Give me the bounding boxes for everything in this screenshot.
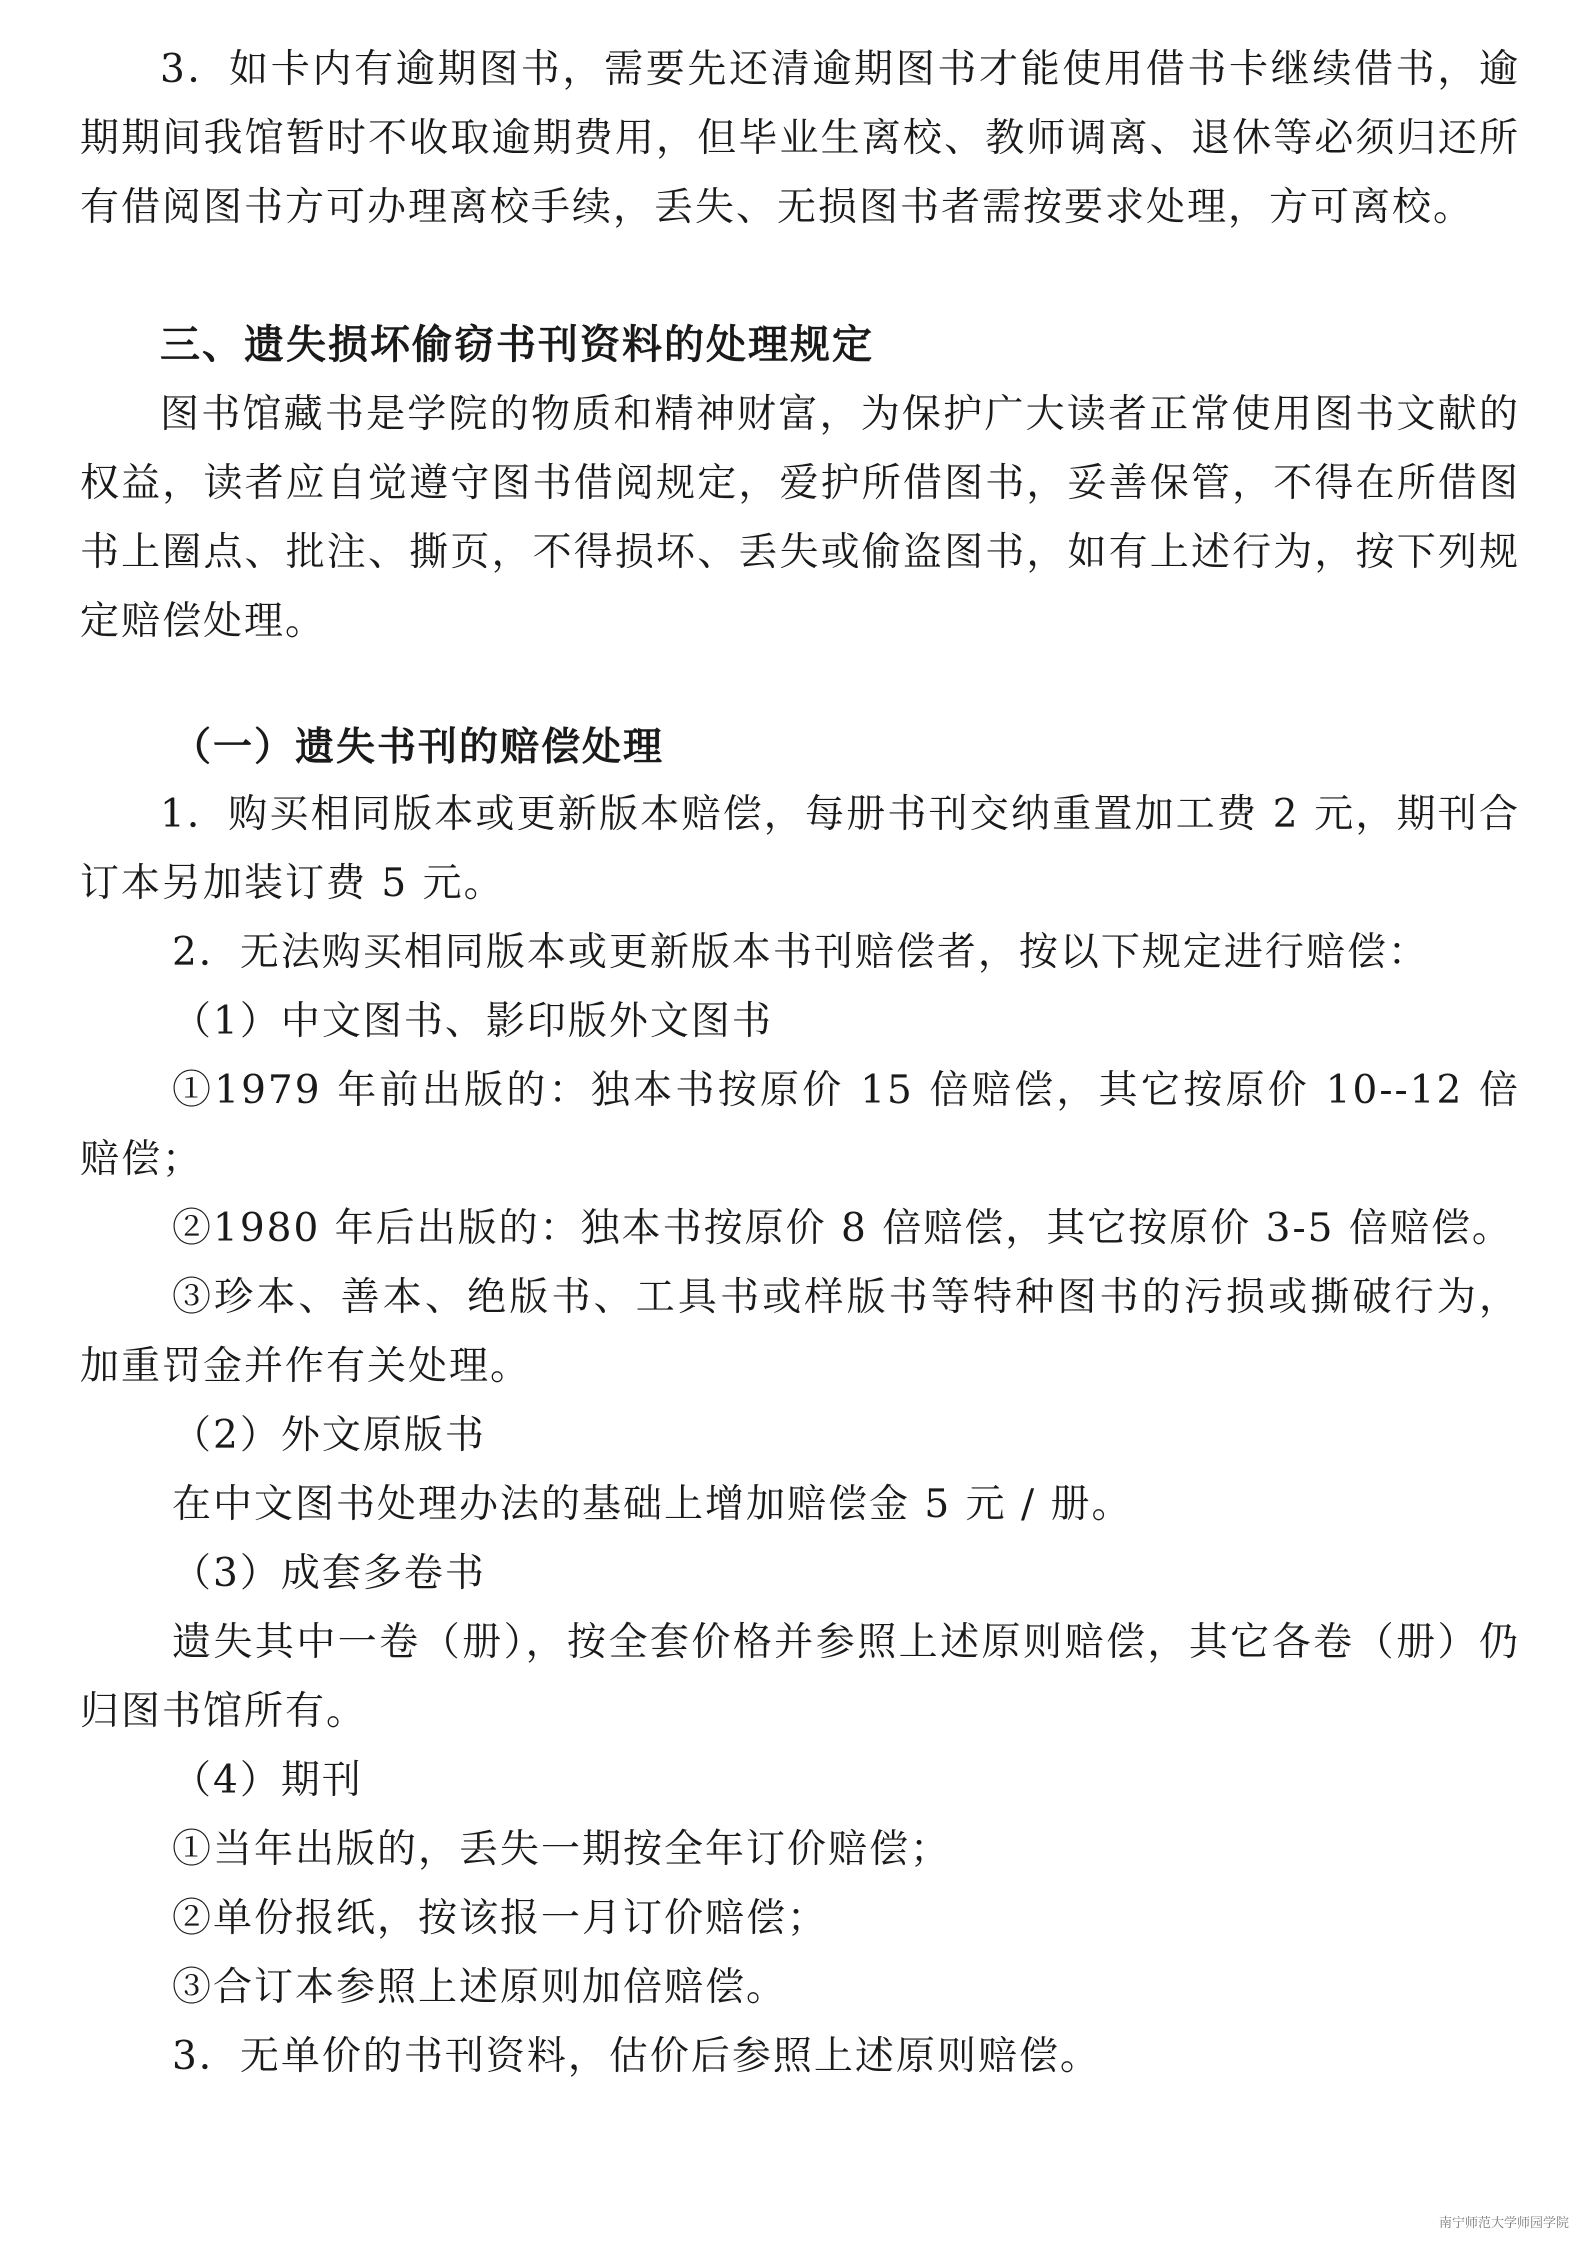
subsection-heading-lost-books: （一）遗失书刊的赔偿处理 <box>172 724 665 770</box>
rule-pre-1979: ①1979 年前出版的：独本书按原价 15 倍赔偿，其它按原价 10--12 倍赔偿； <box>80 1068 1520 1182</box>
category-foreign-originals: （2）外文原版书 <box>172 1413 486 1458</box>
category-chinese-books: （1）中文图书、影印版外文图书 <box>172 999 773 1044</box>
rule-bound-volume: ③合订本参照上述原则加倍赔偿。 <box>172 1965 788 2010</box>
category-multi-volume: （3）成套多卷书 <box>172 1551 486 1596</box>
paragraph-library-collection: 图书馆藏书是学院的物质和精神财富，为保护广大读者正常使用图书文献的权益，读者应自觉遵守图书借阅规定，爱护所借图书，妥善保管，不得在所借图书上圈点、批注、撕页，不得损坏、丢失或偷盗图书，如有上述行为，按下列规定赔偿处理。 <box>80 392 1520 644</box>
category-periodicals: （4）期刊 <box>172 1758 363 1803</box>
paragraph-overdue-rule: 3．如卡内有逾期图书，需要先还清逾期图书才能使用借书卡继续借书，逾期期间我馆暂时不收取逾期费用，但毕业生离校、教师调离、退休等必须归还所有借阅图书方可办理离校手续，丢失、无损图书者需按要求处理，方可离校。 <box>80 47 1520 230</box>
rule-post-1980: ②1980 年后出版的：独本书按原价 8 倍赔偿，其它按原价 3-5 倍赔偿。 <box>172 1206 1513 1251</box>
rule-item-3: 3．无单价的书刊资料，估价后参照上述原则赔偿。 <box>172 2034 1101 2079</box>
rule-item-2: 2．无法购买相同版本或更新版本书刊赔偿者，按以下规定进行赔偿： <box>172 930 1429 975</box>
rule-newspaper: ②单份报纸，按该报一月订价赔偿； <box>172 1896 829 1941</box>
section-heading-three: 三、遗失损坏偷窃书刊资料的处理规定 <box>160 322 874 368</box>
rule-foreign-originals: 在中文图书处理办法的基础上增加赔偿金 5 元 / 册。 <box>172 1482 1133 1527</box>
rule-multi-volume: 遗失其中一卷（册），按全套价格并参照上述原则赔偿，其它各卷（册）仍归图书馆所有。 <box>80 1620 1520 1734</box>
footer-watermark: 南宁师范大学师园学院 <box>1438 2216 1569 2231</box>
rule-item-1: 1．购买相同版本或更新版本赔偿，每册书刊交纳重置加工费 2 元，期刊合订本另加装订费 5 元。 <box>80 792 1520 906</box>
rule-current-year: ①当年出版的，丢失一期按全年订价赔偿； <box>172 1827 952 1872</box>
rule-rare-books: ③珍本、善本、绝版书、工具书或样版书等特种图书的污损或撕破行为，加重罚金并作有关处理。 <box>80 1275 1520 1389</box>
